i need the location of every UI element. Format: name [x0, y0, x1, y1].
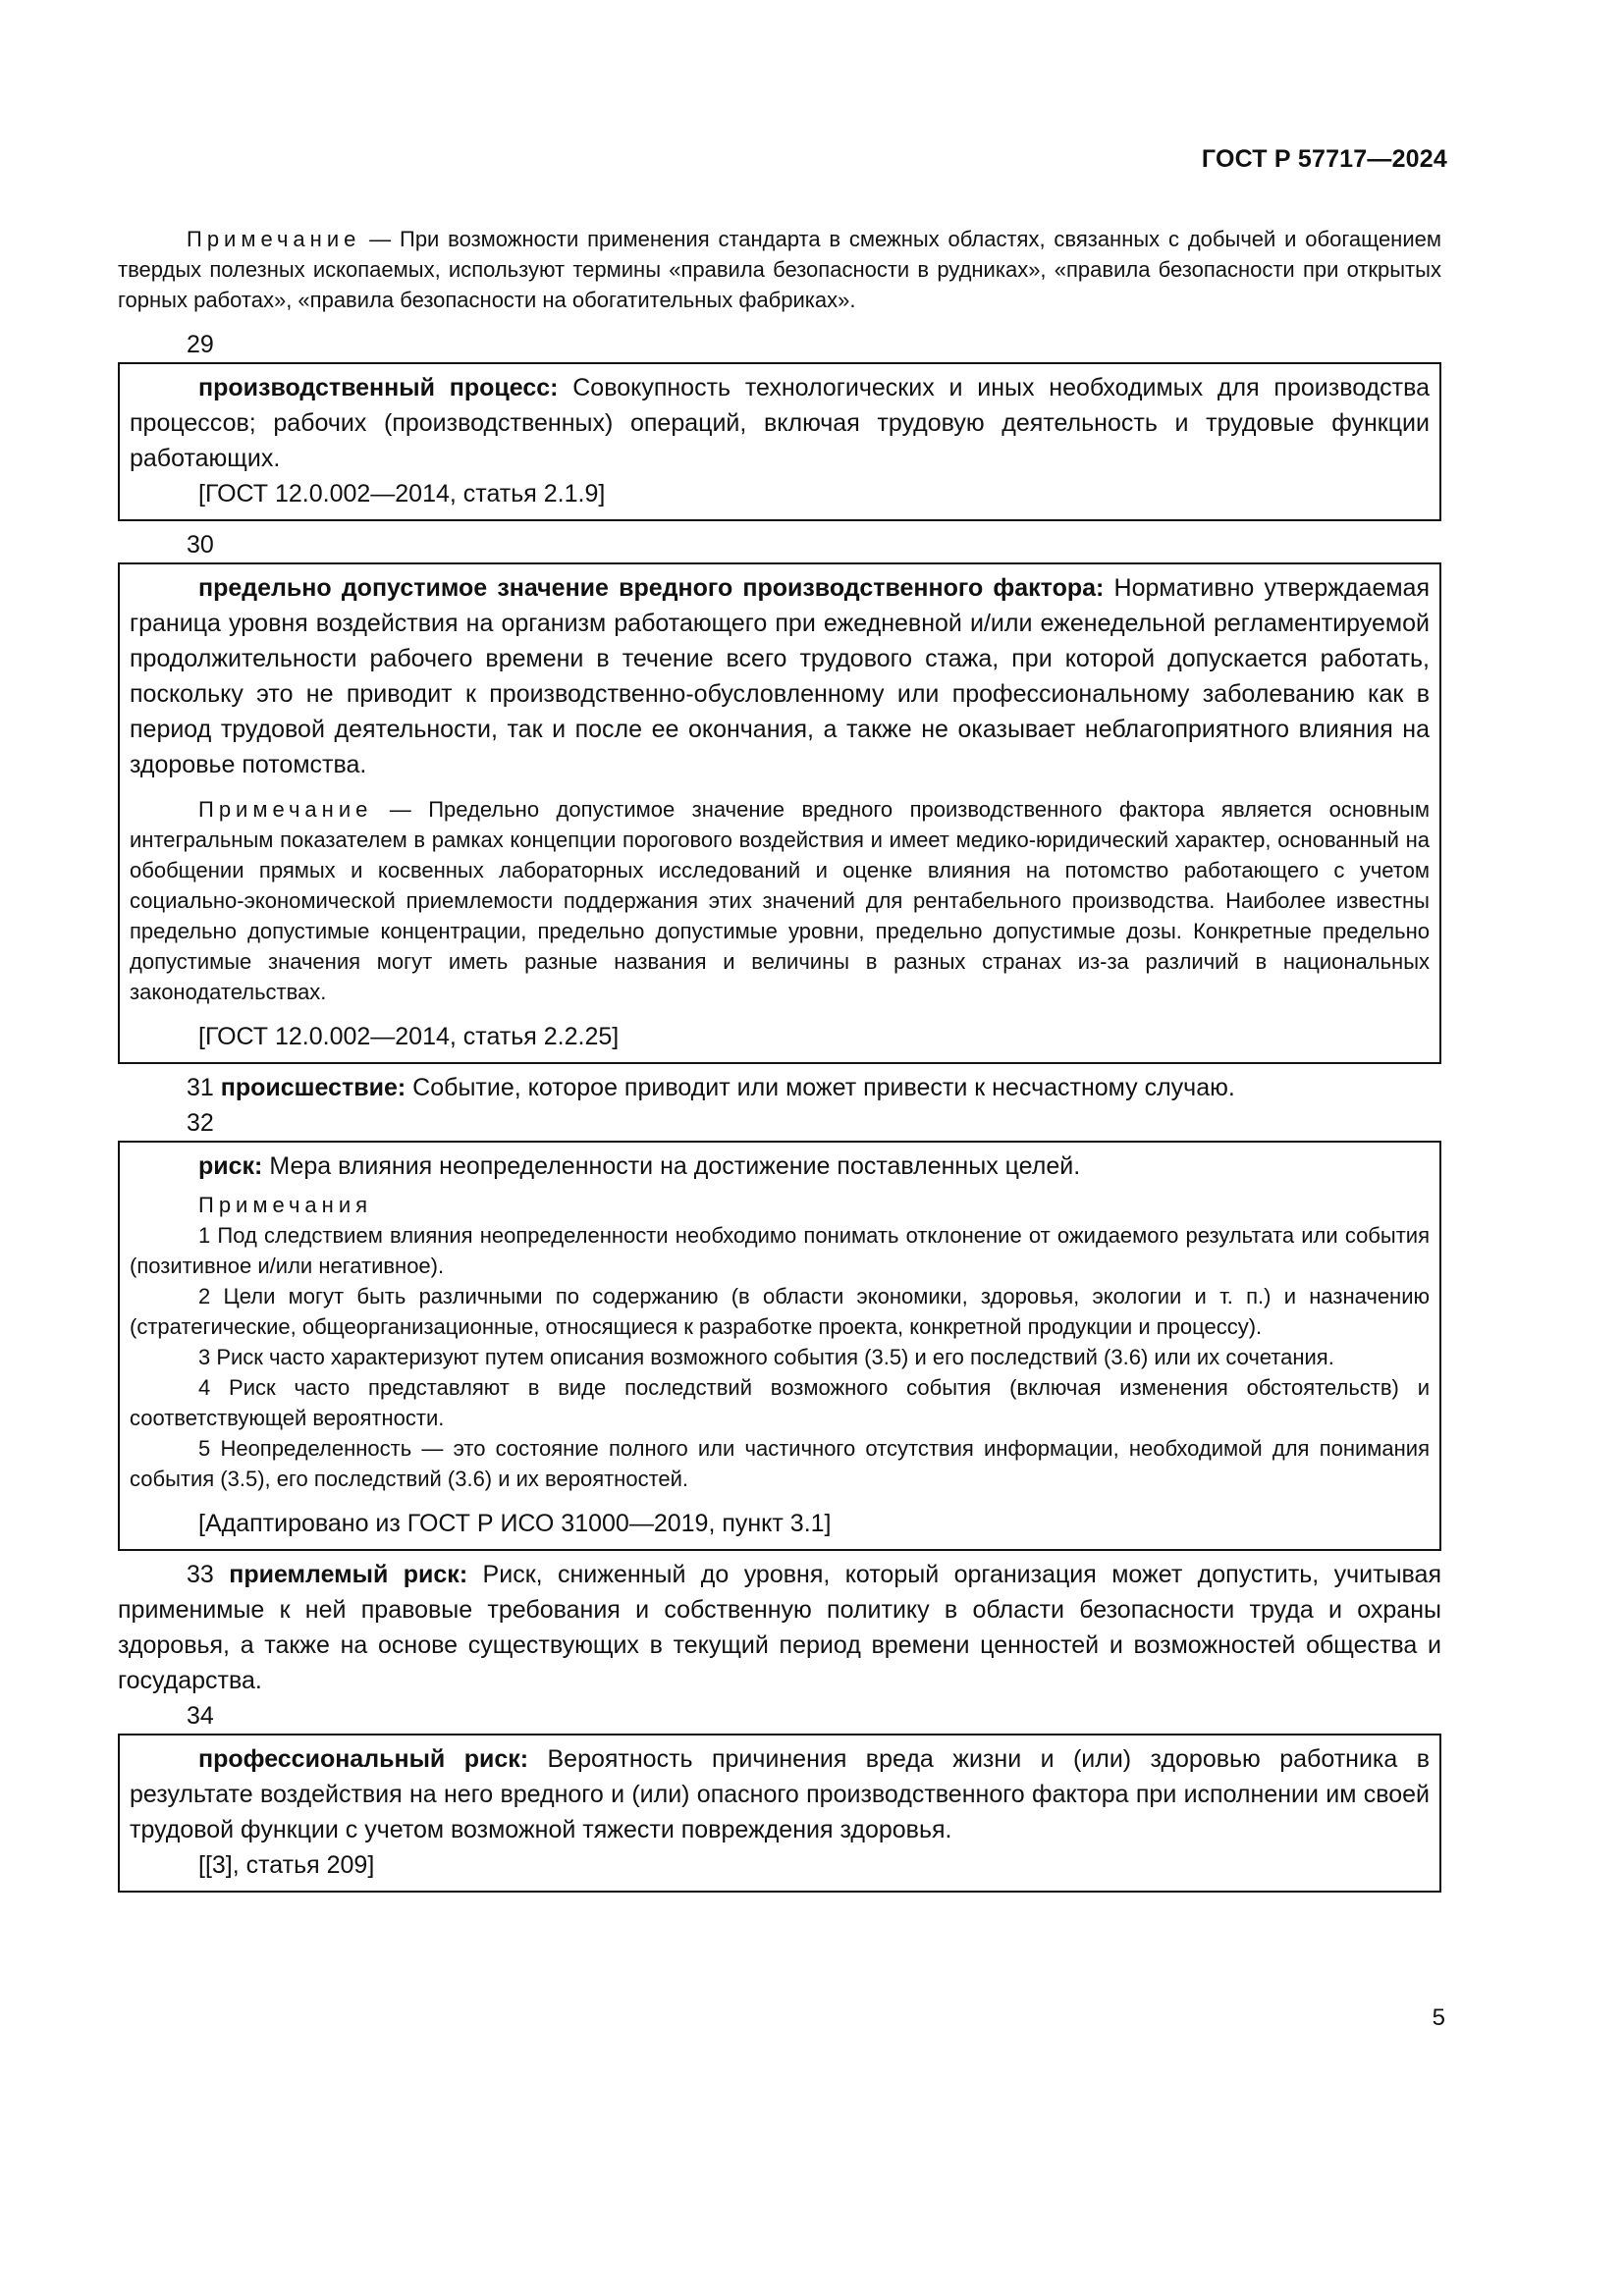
term-number-31: 31 — [187, 1074, 214, 1101]
term-box-29 — [118, 362, 1441, 521]
term-definition-33 — [118, 1557, 1441, 1698]
intro-note — [118, 224, 1441, 315]
note-label: Примечание — [198, 797, 373, 822]
note-label: Примечание — [187, 227, 361, 251]
document-code: ГОСТ Р 57717—2024 — [1201, 145, 1447, 173]
term-definition-32 — [130, 1148, 1430, 1184]
term-box-30 — [118, 562, 1441, 1064]
term-box-32 — [118, 1141, 1441, 1551]
term-name: предельно допустимое значение вредного производственного фактора: — [198, 574, 1105, 602]
term-box-34 — [118, 1734, 1441, 1893]
term-source-30: [ГОСТ 12.0.002—2014, статья 2.2.25] — [198, 1023, 620, 1050]
term-name: производственный процесс: — [198, 374, 559, 401]
term-name: приемлемый риск: — [229, 1561, 468, 1588]
term-note-32-3: 3 Риск часто характеризуют путем описания возможного события (3.5) и его последствий (3.6) или их сочетания. — [198, 1345, 1334, 1369]
term-definition-31 — [118, 1070, 1441, 1105]
term-text: Вероятность причинения вреда жизни и (или) здоровью работника в результате воздействия на него вредного и (или) опасного производственного фактора при исполнении им своей трудовой функции с учетом возможной тяжести повреждения здоровья. — [130, 1745, 1430, 1843]
term-note-32-2: 2 Цели могут быть различными по содержанию (в области экономики, здоровья, экологии и т. п.) и назначению (стратегические, общеорганизационные, относящиеся к разработке проекта, конкретной продукции и процессу). — [130, 1284, 1430, 1339]
term-number-30: 30 — [187, 531, 214, 559]
term-name: профессиональный риск: — [198, 1745, 529, 1773]
term-number-33: 33 — [187, 1561, 214, 1588]
term-definition-29 — [130, 370, 1430, 476]
page-number: 5 — [1432, 2004, 1445, 2031]
note-text: — Предельно допустимое значение вредного производственного фактора является основным интегральным показателем в рамках концепции порогового воздействия и имеет медико-юридический характер, основанный на обобщении прямых и косвенных лабораторных исследований и оценке влияния на потомство работающего с учетом социально-экономической приемлемости поддержания этих значений для рентабельного производства. Наиболее известны предельно допустимые концентрации, предельно допустимые уровни, предельно допустимые дозы. Конкретные предельно допустимые значения могут иметь разные названия и величины в разных странах из-за различий в национальных законодательствах. — [130, 797, 1430, 1004]
term-note-32-5: 5 Неопределенность — это состояние полного или частичного отсутствия информации, необходимой для понимания события (3.5), его последствий (3.6) и их вероятностей. — [130, 1436, 1430, 1491]
notes-label-32: Примечания — [198, 1193, 373, 1217]
term-text: Риск, сниженный до уровня, который организация может допустить, учитывая применимые к ней правовые требования и собственную политику в области безопасности труда и охраны здоровья, а также на основе существующих в текущий период времени ценностей и возможностей общества и государства. — [118, 1561, 1441, 1694]
term-text: Мера влияния неопределенности на достижение поставленных целей. — [262, 1152, 1081, 1180]
term-definition-34 — [130, 1741, 1430, 1847]
term-name: риск: — [198, 1152, 263, 1180]
term-definition-30 — [130, 570, 1430, 782]
term-number-29: 29 — [187, 331, 214, 358]
term-note-32-1: 1 Под следствием влияния неопределенности необходимо понимать отклонение от ожидаемого результата или события (позитивное и/или негативное). — [130, 1223, 1430, 1278]
term-text: Нормативно утверждаемая граница уровня воздействия на организм работающего при ежедневной и/или еженедельной регламентируемой продолжительности рабочего времени в течение всего трудового стажа, при которой допускается работать, поскольку это не приводит к производственно-обусловленному или профессиональному заболеванию как в период трудовой деятельности, так и после ее окончания, а также не оказывает неблагоприятного влияния на здоровье потомства. — [130, 574, 1430, 778]
term-text: Совокупность технологических и иных необходимых для производства процессов; рабочих (производственных) операций, включая трудовую деятельность и трудовые функции работающих. — [130, 374, 1430, 472]
term-source-32: [Адаптировано из ГОСТ Р ИСО 31000—2019, пункт 3.1] — [198, 1510, 832, 1537]
note-text: — При возможности применения стандарта в смежных областях, связанных с добычей и обогащением твердых полезных ископаемых, используют термины «правила безопасности в рудниках», «правила безопасности при открытых горных работах», «правила безопасности на обогатительных фабриках». — [118, 227, 1441, 312]
term-name: происшествие: — [220, 1074, 406, 1101]
term-number-34: 34 — [187, 1702, 214, 1730]
term-text: Событие, которое приводит или может привести к несчастному случаю. — [406, 1074, 1235, 1101]
term-source-29: [ГОСТ 12.0.002—2014, статья 2.1.9] — [198, 480, 606, 507]
term-note-30 — [130, 794, 1430, 1007]
page-content — [118, 224, 1441, 1893]
term-source-34: [[3], статья 209] — [198, 1851, 375, 1879]
term-number-32: 32 — [187, 1109, 214, 1137]
term-note-32-4: 4 Риск часто представляют в виде последствий возможного события (включая изменения обстоятельств) и соответствующей вероятности. — [130, 1375, 1430, 1430]
